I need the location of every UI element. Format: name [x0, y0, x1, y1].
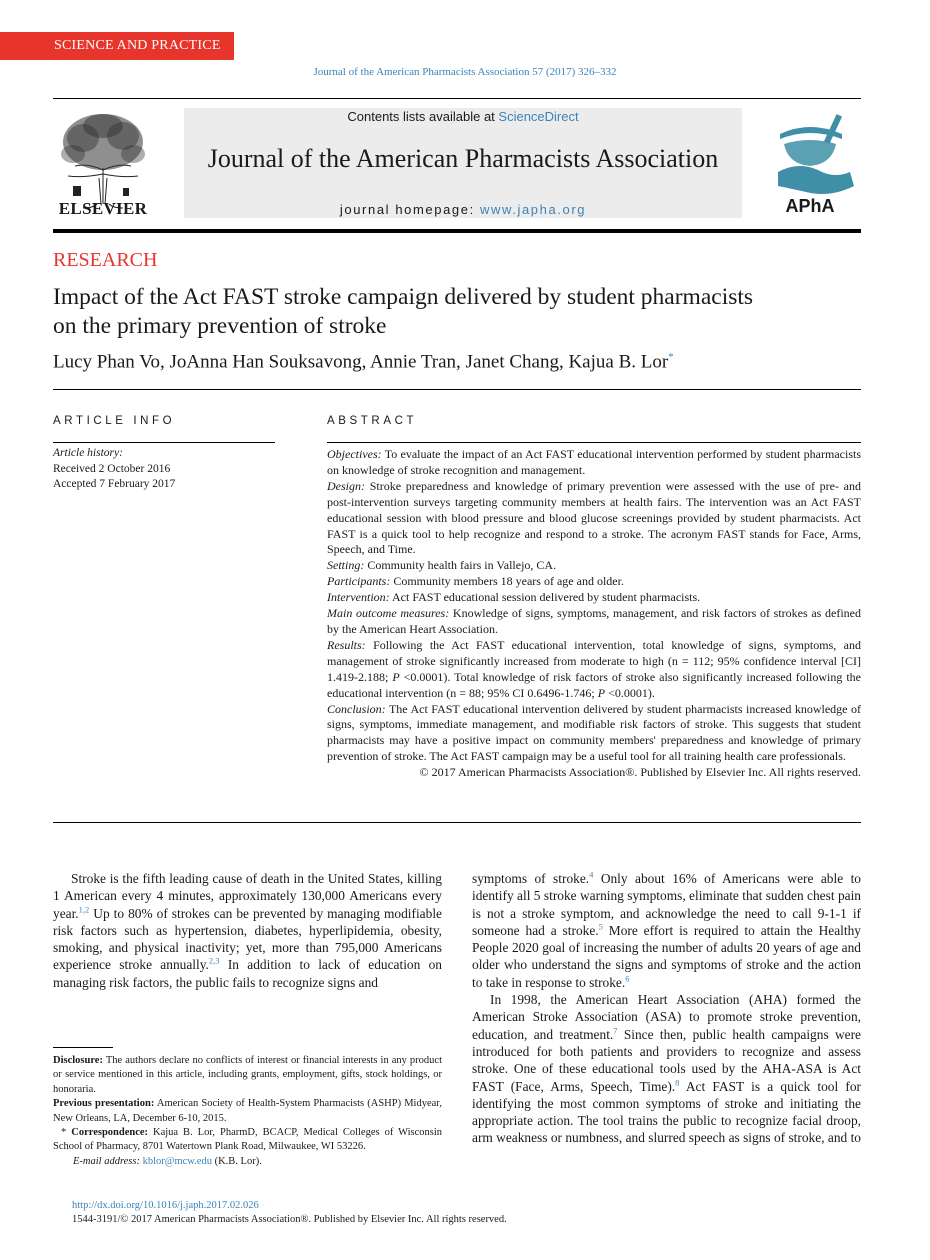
article-history: [53, 446, 175, 493]
homepage-prefix: journal homepage:: [339, 202, 481, 217]
article-category: RESEARCH: [53, 249, 158, 271]
body-paragraph-1-cont: symptoms of stroke.$^4$ Only about 16% of Americans were able to identify all 5 stroke warning symptoms, eliminate that sudden chest pain is not a stroke symptom, and acknowledge the need to call 9-1-1 if someone had a stroke.$^5$ More effort is required to attain the Healthy People 2020 goal of increasing the number of adults 20 years of age and older who understand the signs and symptoms of stroke and the action to take in response to stroke.$^6$: [472, 869, 861, 990]
abstract-intervention: Intervention: Act FAST educational session delivered by student pharmacists.: [327, 590, 701, 605]
homepage-link[interactable]: www.japha.org: [480, 202, 587, 217]
footnote-disclosure: Disclosure: The authors declare no conflicts of interest or financial interests in any product or service mentioned in this article, including grants, employment, gifts, stock holdings, or honoraria.: [53, 1055, 443, 1095]
body-paragraph-2: In 1998, the American Heart Association (AHA) formed the American Stroke Association (ASA) to promote stroke prevention, education, and treatment.$^7$ Since then, public health campaigns were introduced for both patients and providers to recognize and assess stroke. One of these educational tools used by the AHA-ASA is Act FAST (Face, Arms, Speech, Time).$^8$ Act FAST is a quick tool for identifying the most common symptoms of stroke and initiating the appropriate action. The tool trains the public to recognize facial droop, arm weakness or numbness, and slurred speech as signs of stroke, and to: [472, 992, 862, 1146]
apha-wordmark: APhA: [785, 196, 835, 216]
abstract-conclusion: Conclusion: The Act FAST educational intervention delivered by student pharmacists increased knowledge of signs, symptoms, immediate management, and modifiable risk factors of stroke. This suggests that student pharmacists may have a positive impact on community members' preparedness and knowledge of primary prevention of stroke. The Act FAST campaign may be a useful tool for all training health care professionals.: [327, 701, 861, 764]
body-column-right: [472, 870, 861, 1147]
abstract-objectives: Objectives: To evaluate the impact of an Act FAST educational intervention performed by student pharmacists on knowledge of stroke recognition and management.: [327, 447, 861, 477]
body-paragraph-1: Stroke is the fifth leading cause of death in the United States, killing 1 American every 4 minutes, approximately 130,000 Americans every year.$^{1,2}$ Up to 80% of strokes can be prevented by managing modifiable risk factors such as hypertension, diabetes, hyperlipidemia, obesity, smoking, and physical inactivity; yet, more than 795,000 Americans experience stroke annually.$^{2,3}$ In addition to lack of education on managing risk factors, the public fails to recognize signs and: [53, 871, 442, 990]
abstract-setting: Setting: Community health fairs in Vallejo, CA.: [327, 558, 557, 573]
authors-text: Lucy Phan Vo, JoAnna Han Souksavong, Annie Tran, Janet Chang, Kajua B. Lor: [53, 351, 669, 373]
abstract-participants: Participants: Community members 18 years of age and older.: [327, 574, 624, 589]
article-info-heading: ARTICLE INFO: [53, 415, 176, 427]
elsevier-wordmark: ELSEVIER: [58, 199, 148, 218]
reference-link[interactable]: 5: [598, 921, 603, 932]
received-date: Received 2 October 2016: [53, 462, 171, 475]
issn-line: 1544-3191/© 2017 American Pharmacists Association®. Published by Elsevier Inc. All rights reserved.: [72, 1214, 507, 1225]
abstract-results: Results: Following the Act FAST educational intervention, total knowledge of signs, symptoms, and management of stroke significantly increased from moderate to high (n = 112; 95% confidence interval [CI] 1.419-2.188; P <0.0001). Total knowledge of risk factors of stroke also significantly increased following the educational intervention (n = 88; 95% CI 0.6496-1.746; P <0.0001).: [327, 637, 862, 700]
email-link[interactable]: kblor@mcw.edu: [142, 1155, 212, 1167]
title-rule: [53, 389, 861, 390]
reference-link[interactable]: 8: [675, 1077, 680, 1088]
reference-link[interactable]: 1,2: [78, 904, 90, 915]
reference-link[interactable]: 2,3: [208, 956, 220, 967]
abstract-body: [327, 447, 861, 781]
abstract-bottom-rule: [53, 822, 861, 823]
header-rule-thick: [53, 229, 861, 233]
contents-line: [184, 109, 742, 124]
footnote-correspondence: * Correspondence: Kajua B. Lor, PharmD, BCACP, Medical Colleges of Wisconsin School of Pharmacy, 8701 Watertown Plank Road, Milwaukee, WI 53226.: [53, 1127, 443, 1153]
journal-title: Journal of the American Pharmacists Association: [207, 144, 719, 173]
footnote-presentation: Previous presentation: American Society of Health-System Pharmacists (ASHP) Midyear, New Orleans, LA, December 6-10, 2015.: [53, 1098, 442, 1124]
body-column-left: [53, 870, 442, 991]
history-label: Article history:: [53, 447, 123, 459]
header-rule-top: [53, 98, 861, 99]
footnote-email: E-mail address: kblor@mcw.edu (K.B. Lor).: [73, 1155, 262, 1167]
apha-mortar-pestle-icon: [770, 112, 860, 202]
doi-link[interactable]: http://dx.doi.org/10.1016/j.japh.2017.02.026: [72, 1200, 259, 1211]
abstract-copyright: © 2017 American Pharmacists Association®. Published by Elsevier Inc. All rights reserved.: [419, 765, 861, 780]
footnote-rule: [53, 1047, 113, 1048]
abstract-rule: [327, 442, 861, 443]
section-tag: SCIENCE AND PRACTICE: [0, 32, 234, 60]
accepted-date: Accepted 7 February 2017: [53, 478, 176, 490]
doi-line: [72, 1200, 259, 1211]
contents-prefix: Contents lists available at: [347, 109, 499, 124]
corresponding-author-mark[interactable]: *: [668, 351, 674, 363]
homepage-line: [184, 202, 742, 217]
journal-citation[interactable]: Journal of the American Pharmacists Association 57 (2017) 326–332: [313, 66, 617, 78]
reference-link[interactable]: 4: [589, 869, 594, 880]
sciencedirect-link[interactable]: ScienceDirect: [498, 109, 579, 124]
article-title: Impact of the Act FAST stroke campaign delivered by student pharmacists on the primary prevention of stroke: [53, 284, 754, 339]
footnotes: [53, 1054, 442, 1169]
abstract-outcome: Main outcome measures: Knowledge of signs, symptoms, management, and risk factors of strokes as defined by the American Heart Association.: [327, 606, 861, 636]
reference-link[interactable]: 7: [613, 1025, 618, 1036]
abstract-heading: ABSTRACT: [327, 415, 418, 427]
author-list: [53, 351, 674, 373]
article-info-rule: [53, 442, 275, 443]
abstract-design: Design: Stroke preparedness and knowledge of primary prevention were assessed with the use of pre- and post-intervention surveys targeting community members at health fairs. The intervention was an Act FAST educational session with blood pressure and blood glucose screenings provided by student pharmacists. Act FAST is a quick tool to help recognize and respond to a stroke. The acronym FAST stands for Face, Arms, Speech, and Time.: [327, 478, 861, 557]
reference-link[interactable]: 6: [625, 973, 630, 984]
